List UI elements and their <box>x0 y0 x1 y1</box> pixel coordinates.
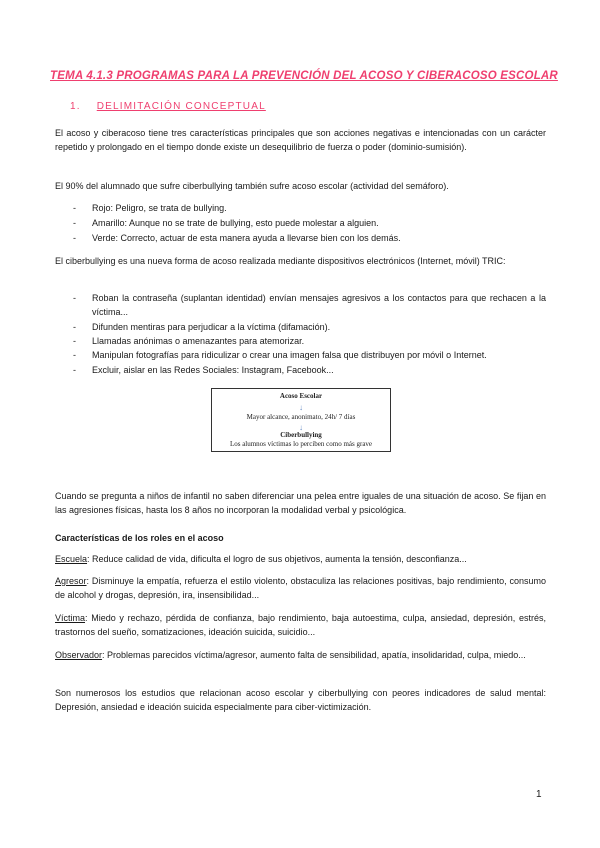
role-text: : Problemas parecidos víctima/agresor, aumento falta de sensibilidad, apatía, insolidaridad, culpa, miedo... <box>102 650 526 660</box>
arrow-down-icon: ↓ <box>299 423 303 432</box>
role-observador <box>55 648 546 662</box>
semaforo-item-rojo <box>73 201 546 215</box>
estudios-paragraph: Son numerosos los estudios que relacionan acoso escolar y ciberbullying con peores indicadores de salud mental: Depresión, ansiedad e ideación suicida especialmente para ciber-victimización. <box>55 688 546 712</box>
bullet-dash: - <box>73 336 76 346</box>
semaforo-item-amarillo <box>73 216 546 230</box>
list-item-text: Difunden mentiras para perjudicar a la víctima (difamación). <box>92 322 331 332</box>
ciber-paragraph: El ciberbullying es una nueva forma de acoso realizada mediante dispositivos electrónicos (Internet, móvil) TRIC: <box>55 256 506 266</box>
list-item-text: Llamadas anónimas o amenazantes para atemorizar. <box>92 336 305 346</box>
ciber-item <box>73 363 546 377</box>
percent-paragraph: El 90% del alumnado que sufre ciberbullying también sufre acoso escolar (actividad del semáforo). <box>55 181 449 191</box>
figure-footer-label: Los alumnos víctimas lo perciben como más grave <box>229 440 373 448</box>
role-text: : Reduce calidad de vida, dificulta el logro de sus objetivos, aumenta la tensión, desconfianza... <box>87 554 467 564</box>
role-label: Agresor <box>55 576 87 586</box>
semaforo-item-verde <box>73 231 546 245</box>
document-title: TEMA 4.1.3 PROGRAMAS PARA LA PREVENCIÓN DEL ACOSO Y CIBERACOSO ESCOLAR <box>50 70 558 82</box>
bullet-dash: - <box>73 365 76 375</box>
role-label: Víctima <box>55 613 86 623</box>
bullet-dash: - <box>73 293 76 303</box>
list-item-text: Excluir, aislar en las Redes Sociales: Instagram, Facebook... <box>92 365 334 375</box>
list-item-text: Verde: Correcto, actuar de esta manera ayuda a llevarse bien con los demás. <box>92 233 401 243</box>
list-item-text: Roban la contraseña (suplantan identidad) envían mensajes agresivos a los contactos para que rechacen a la víctima... <box>92 293 546 317</box>
bullet-dash: - <box>73 233 76 243</box>
ciber-item <box>73 320 546 334</box>
page-number: 1 <box>536 789 542 800</box>
role-victima <box>55 611 546 639</box>
arrow-down-icon: ↓ <box>299 403 303 412</box>
role-label: Observador <box>55 650 103 660</box>
list-item-text: Rojo: Peligro, se trata de bullying. <box>92 203 227 213</box>
figure-top-label: Acoso Escolar <box>279 392 323 400</box>
figure-bottom-label: Ciberbullying <box>280 431 322 439</box>
section-label: DELIMITACIÓN CONCEPTUAL <box>96 101 266 112</box>
bullet-dash: - <box>73 350 76 360</box>
infantil-paragraph: Cuando se pregunta a niños de infantil no saben diferenciar una pelea entre iguales de una situación de acoso. Se fijan en las agresiones físicas, hasta los 8 años no incorporan la modalidad verbal y psicológica. <box>55 491 546 515</box>
role-text: : Miedo y rechazo, pérdida de confianza, bajo rendimiento, baja autoestima, culpa, ansiedad, depresión, estrés, trastornos del sueño, somatizaciones, ideación suicida, suicidio... <box>55 613 546 637</box>
bullet-dash: - <box>73 203 76 213</box>
ciber-item <box>73 291 546 319</box>
intro-paragraph: El acoso y ciberacoso tiene tres características principales que son acciones negativas e intencionadas con un carácter repetido y prolongado en el tiempo donde existe un desequilibrio de fuerza o poder (dominio-sumisión). <box>55 128 546 152</box>
role-escuela <box>55 552 546 566</box>
acoso-ciberbullying-figure <box>211 388 391 452</box>
roles-heading: Características de los roles en el acoso <box>55 533 224 543</box>
section-heading <box>70 101 266 112</box>
ciber-item <box>73 348 546 362</box>
section-number: 1. <box>70 101 81 112</box>
role-label: Escuela <box>55 554 88 564</box>
figure-middle-label: Mayor alcance, anonimato, 24h/ 7 días <box>246 413 356 421</box>
ciber-item <box>73 334 546 348</box>
role-text: : Disminuye la empatía, refuerza el estilo violento, obstaculiza las relaciones positivas, bajo rendimiento, consumo de alcohol y drogas, depresión, ira, insensibilidad... <box>55 576 546 600</box>
list-item-text: Amarillo: Aunque no se trate de bullying, esto puede molestar a alguien. <box>92 218 379 228</box>
list-item-text: Manipulan fotografías para ridiculizar o crear una imagen falsa que distribuyen por móvil o Internet. <box>92 350 487 360</box>
bullet-dash: - <box>73 322 76 332</box>
role-agresor <box>55 574 546 602</box>
bullet-dash: - <box>73 218 76 228</box>
